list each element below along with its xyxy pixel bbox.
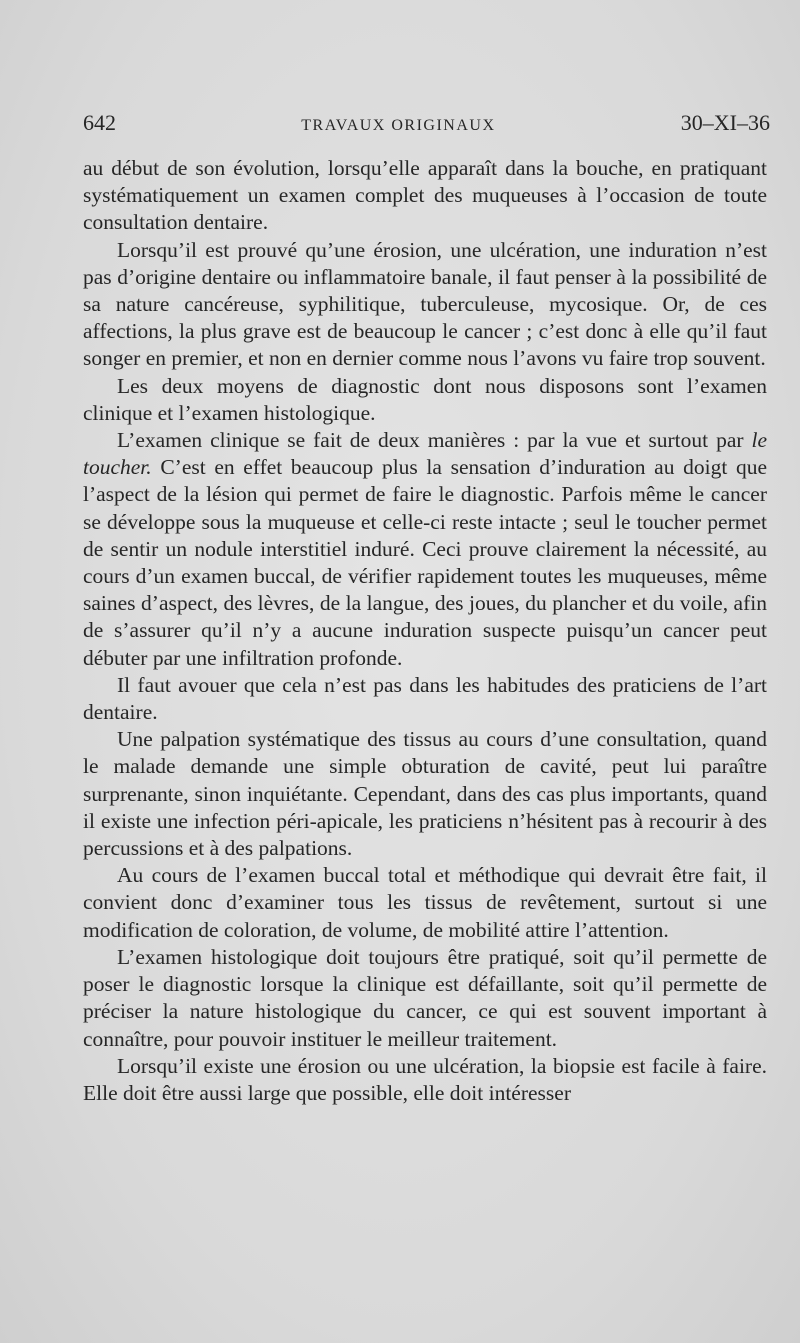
paragraph bbox=[83, 427, 767, 672]
paragraph-text: C’est en effet beaucoup plus la sensation d’induration au doigt que l’aspect de la lésion qui permet de faire le diagnostic. Parfois même le cancer se développe sous la muqueuse et celle-ci reste intacte ; seul le toucher permet de sentir un nodule interstitiel induré. Ceci prouve clairement la nécessité, au cours d’un examen buccal, de vérifier rapidement toutes les muqueuses, même saines d’aspect, des lèvres, de la langue, des joues, du plancher et du voile, afin de s’assurer qu’il n’y a aucune induration suspecte puisqu’un cancer peut débuter par une infiltration profonde. bbox=[83, 455, 767, 670]
paragraph: Lorsqu’il existe une érosion ou une ulcération, la biopsie est facile à faire. Elle doit être aussi large que possible, elle doit intéresser bbox=[83, 1053, 767, 1105]
page-header bbox=[83, 110, 770, 136]
paragraph-text: L’examen clinique se fait de deux manières : par la vue et surtout par bbox=[117, 428, 752, 453]
paragraph: Une palpation systématique des tissus au cours d’une consultation, quand le malade demande une simple obturation de cavité, peut lui paraître surprenante, sinon inquiétante. Cependant, dans des cas plus importants, quand il existe une infection péri-apicale, les praticiens n’hésitent pas à recourir à des percussions et à des palpations. bbox=[83, 727, 767, 861]
paragraph: Lorsqu’il est prouvé qu’une érosion, une ulcération, une induration n’est pas d’origine dentaire ou inflammatoire banale, il faut penser à la possibilité de sa nature cancéreuse, syphilitique, tuberculeuse, mycosique. Or, de ces affections, la plus grave est de beaucoup le cancer ; c’est donc à elle qu’il faut songer en premier, et non en dernier comme nous l’avons vu faire trop souvent. bbox=[83, 237, 767, 371]
paragraph: Il faut avouer que cela n’est pas dans les habitudes des praticiens de l’art dentaire. bbox=[83, 672, 767, 725]
paragraph-continued: au début de son évolution, lorsqu’elle apparaît dans la bouche, en pratiquant systématiquement un examen complet des muqueuses à l’occasion de toute consultation dentaire. bbox=[83, 156, 767, 235]
paragraph: Au cours de l’examen buccal total et méthodique qui devrait être fait, il convient donc d’examiner tous les tissus de revêtement, surtout si une modification de coloration, de volume, de mobilité attire l’attention. bbox=[83, 863, 767, 942]
emphasis-text: le toucher. bbox=[83, 428, 767, 480]
header-date: 30–XI–36 bbox=[680, 110, 770, 135]
paragraph: Les deux moyens de diagnostic dont nous disposons sont l’examen clinique et l’examen histologique. bbox=[83, 373, 767, 425]
paragraph: L’examen histologique doit toujours être pratiqué, soit qu’il permette de poser le diagnostic lorsque la clinique est défaillante, soit qu’il permette de préciser la nature histologique du cancer, ce qui est souvent important à connaître, pour pouvoir instituer le meilleur traitement. bbox=[83, 944, 767, 1051]
page-number: 642 bbox=[83, 110, 116, 135]
running-title: TRAVAUX ORIGINAUX bbox=[301, 117, 496, 134]
body-text bbox=[83, 155, 767, 1107]
